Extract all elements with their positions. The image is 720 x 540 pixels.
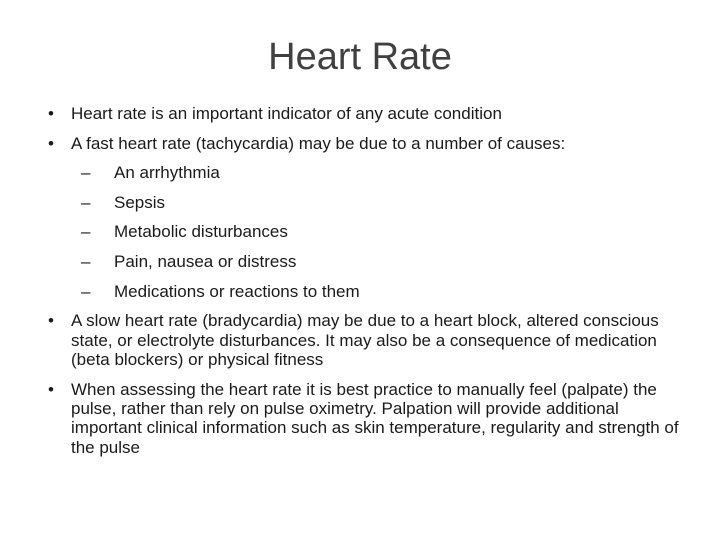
sub-bullet-item [81, 222, 688, 241]
sub-bullet-list [71, 163, 688, 301]
dash-marker: – [81, 192, 91, 212]
bullet-text: When assessing the heart rate it is best practice to manually feel (palpate) the pulse, rather than rely on pulse oximetry. Palpation will provide additional important clinical information such as skin temperature, regularity and strength of the pulse [71, 379, 679, 457]
sub-bullet-item [81, 282, 688, 301]
sub-bullet-text: Metabolic disturbances [114, 222, 288, 242]
bullet-text: A fast heart rate (tachycardia) may be due to a number of causes: [71, 133, 566, 153]
slide-title: Heart Rate [268, 36, 452, 78]
bullet-item [48, 380, 688, 458]
bullet-list [48, 104, 688, 467]
sub-bullet-text: An arrhythmia [114, 163, 220, 183]
bullet-text: Heart rate is an important indicator of any acute condition [71, 104, 502, 123]
dash-marker: – [81, 281, 91, 301]
dash-marker: – [81, 251, 91, 271]
sub-bullet-item [81, 252, 688, 271]
sub-bullet-text: Medications or reactions to them [114, 281, 360, 301]
bullet-marker: • [48, 379, 54, 399]
bullet-marker: • [48, 311, 54, 331]
bullet-marker: • [48, 104, 54, 123]
sub-bullet-item [81, 163, 688, 182]
sub-bullet-text: Sepsis [114, 192, 166, 212]
bullet-text: A slow heart rate (bradycardia) may be due to a heart block, altered conscious state, or electrolyte disturbances. It may also be a consequence of medication (beta blockers) or physical fitness [71, 311, 659, 369]
bullet-item [48, 104, 688, 123]
sub-bullet-text: Pain, nausea or distress [114, 251, 297, 271]
dash-marker: – [81, 222, 91, 242]
bullet-item [48, 311, 688, 369]
dash-marker: – [81, 163, 91, 183]
bullet-item [48, 134, 688, 301]
sub-bullet-item [81, 193, 688, 212]
bullet-marker: • [48, 133, 54, 153]
